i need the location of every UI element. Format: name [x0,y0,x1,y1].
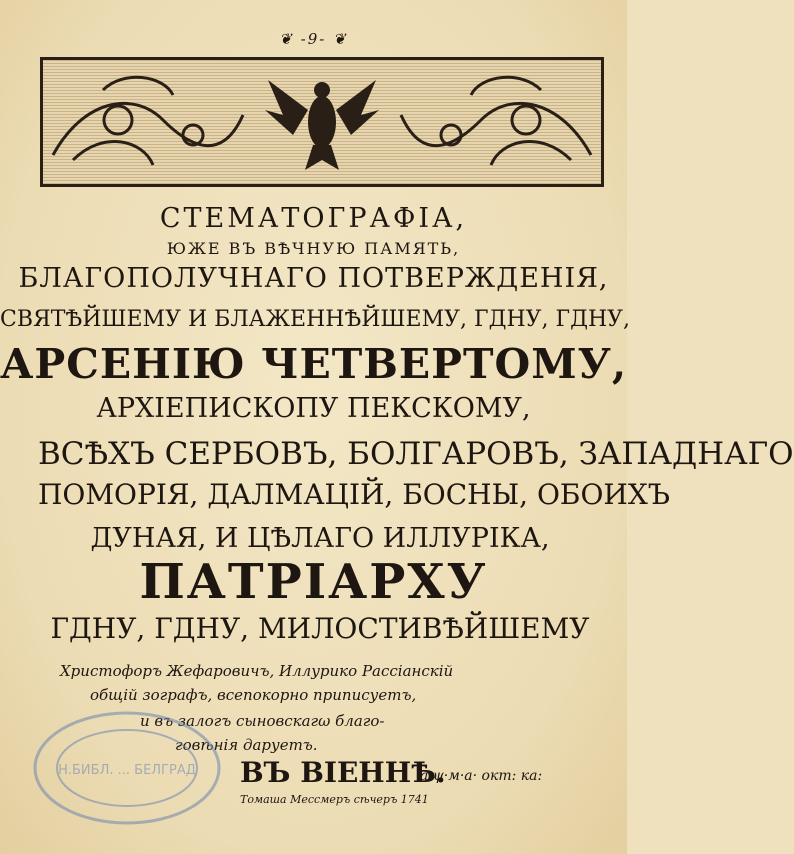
page-number-text: -9- [300,30,327,48]
title-line-9: ДУНАЯ, И ЦѢЛАГО ИЛЛУРІКА, [90,523,550,554]
library-stamp-icon [30,708,225,828]
eagle-ornament-banner [40,57,604,187]
title-line-3: БЛАГОПОЛУЧНАГО ПОТВЕРЖДЕНІЯ, [18,263,609,294]
title-line-8: ПОМОРІЯ, ДАЛМАЦІЙ, БОСНЫ, ОБОИХЪ [38,478,671,511]
date-line: а·ψ·м·а· окт: ка: [420,768,543,784]
place-line: ВЪ ВІЕННѢ. [240,756,446,789]
fleuron-right-icon: ❦ [333,30,348,48]
author-line-4: говѣнія даруетъ. [175,736,318,754]
title-line-1: СТЕМАТОГРАФІА, [159,203,468,234]
title-line-6: АРХІЕПИСКОПУ ПЕКСКОМУ, [96,393,531,424]
page-number [0,30,627,48]
eagle-ornament-icon [43,60,601,184]
author-line-1: Христофоръ Жефаровичъ, Иллурико Рассіанскій [60,662,454,680]
fleuron-left-icon: ❦ [279,30,294,48]
title-line-11: ГДНУ, ГДНУ, МИЛОСТИВѢЙШЕМУ [50,612,590,645]
title-line-7: ВСѢХЪ СЕРБОВЪ, БОЛГАРОВЪ, ЗАПАДНАГО [38,436,794,472]
author-line-2: общій зографъ, всепокорно приписуетъ, [90,686,417,704]
title-line-2: ЮЖЕ ВЪ ВѢЧНУЮ ПАМЯТЬ, [166,239,461,258]
author-line-3: и въ залогъ сыновскагω благо- [140,712,385,730]
title-line-10: ПАТРІАРХУ [139,554,488,610]
title-line-4: СВЯТѢЙШЕМУ И БЛАЖЕННѢЙШЕМУ, ГДНУ, ГДНУ, [0,307,631,332]
title-line-5: АРСЕНІЮ ЧЕТВЕРТОМУ, [0,340,628,388]
stamp-text: Н.БИБЛ. ... БЕЛГРАД [58,763,196,778]
engraver-line: Томаша Мессмеръ сѣчеръ 1741 [240,793,429,806]
